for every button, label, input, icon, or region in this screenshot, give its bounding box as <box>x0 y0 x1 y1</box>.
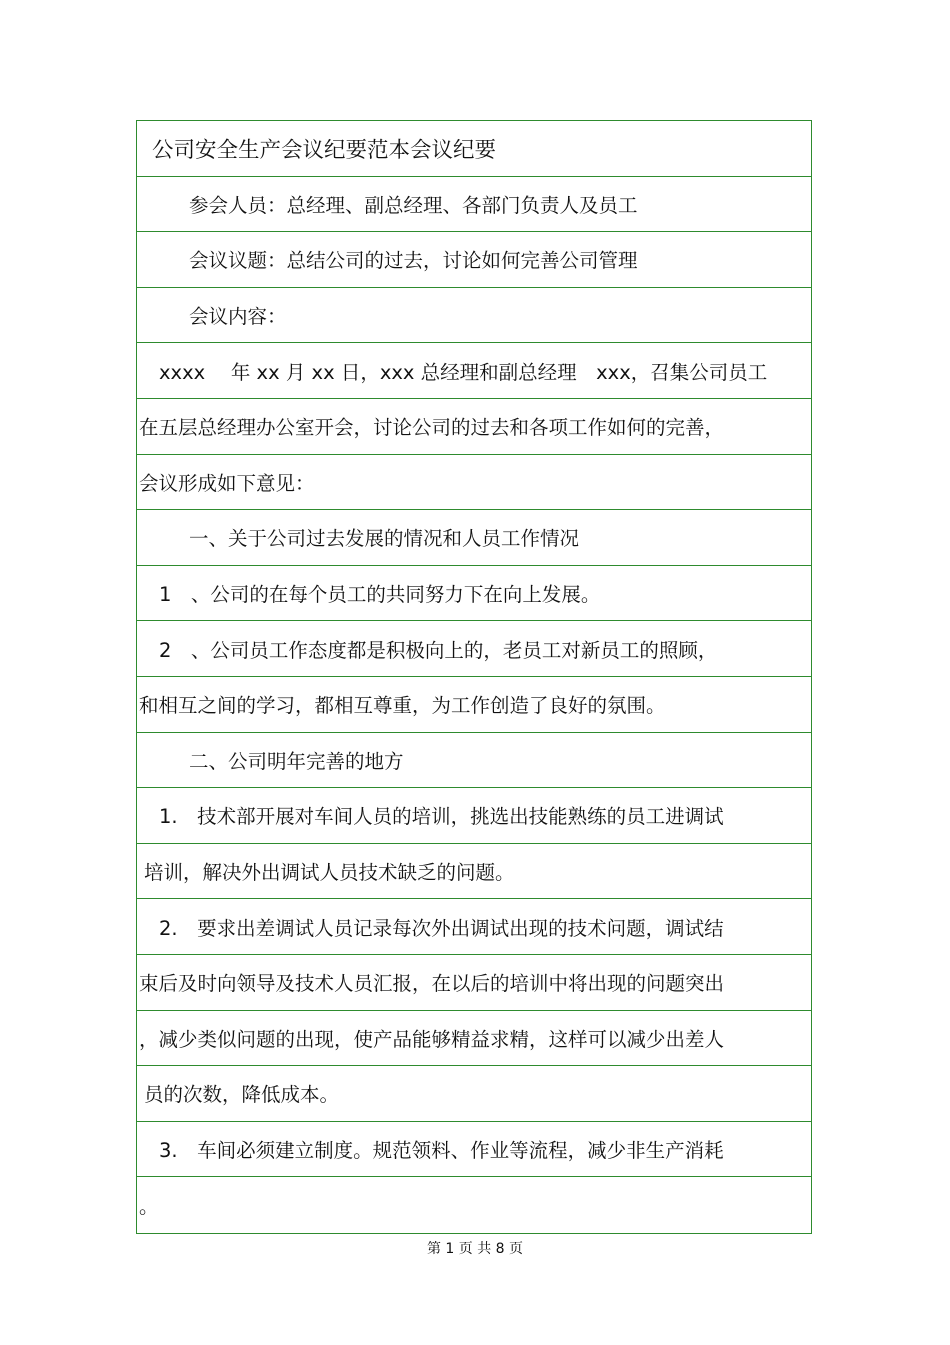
text-line: 。 <box>139 1195 159 1219</box>
section-heading: 一、关于公司过去发展的情况和人员工作情况 <box>137 510 811 566</box>
document-table <box>136 120 812 1234</box>
list-item: 1. 技术部开展对车间人员的培训，挑选出技能熟练的员工进调试 <box>137 788 811 844</box>
section-heading: 二、公司明年完善的地方 <box>137 733 811 789</box>
list-item: 1 、公司的在每个员工的共同努力下在向上发展。 <box>137 566 811 622</box>
text-line: 在五层总经理办公室开会，讨论公司的过去和各项工作如何的完善， <box>137 399 811 455</box>
document-title: 公司安全生产会议纪要范本会议纪要 <box>137 121 811 177</box>
attendees-line: 参会人员：总经理、副总经理、各部门负责人及员工 <box>137 177 811 233</box>
text-line: ，减少类似问题的出现，使产品能够精益求精，这样可以减少出差人 <box>137 1011 811 1067</box>
text-line: 员的次数，降低成本。 <box>137 1066 811 1122</box>
content-heading: 会议内容： <box>137 288 811 344</box>
text-line: 和相互之间的学习，都相互尊重，为工作创造了良好的氛围。 <box>137 677 811 733</box>
list-item: 3. 车间必须建立制度。规范领料、作业等流程，减少非生产消耗 <box>137 1122 811 1178</box>
topic-line: 会议议题：总结公司的过去，讨论如何完善公司管理 <box>137 232 811 288</box>
text-line: 会议形成如下意见： <box>137 455 811 511</box>
list-item: 2 、公司员工作态度都是积极向上的，老员工对新员工的照顾， <box>137 621 811 677</box>
text-line: xxxx 年 xx 月 xx 日，xxx 总经理和副总经理 xxx，召集公司员工 <box>137 343 811 399</box>
list-item: 2. 要求出差调试人员记录每次外出调试出现的技术问题，调试结 <box>137 899 811 955</box>
text-line: 束后及时向领导及技术人员汇报，在以后的培训中将出现的问题突出 <box>137 955 811 1011</box>
text-line: 培训，解决外出调试人员技术缺乏的问题。 <box>137 844 811 900</box>
page-number: 第 1 页 共 8 页 <box>426 1241 524 1257</box>
